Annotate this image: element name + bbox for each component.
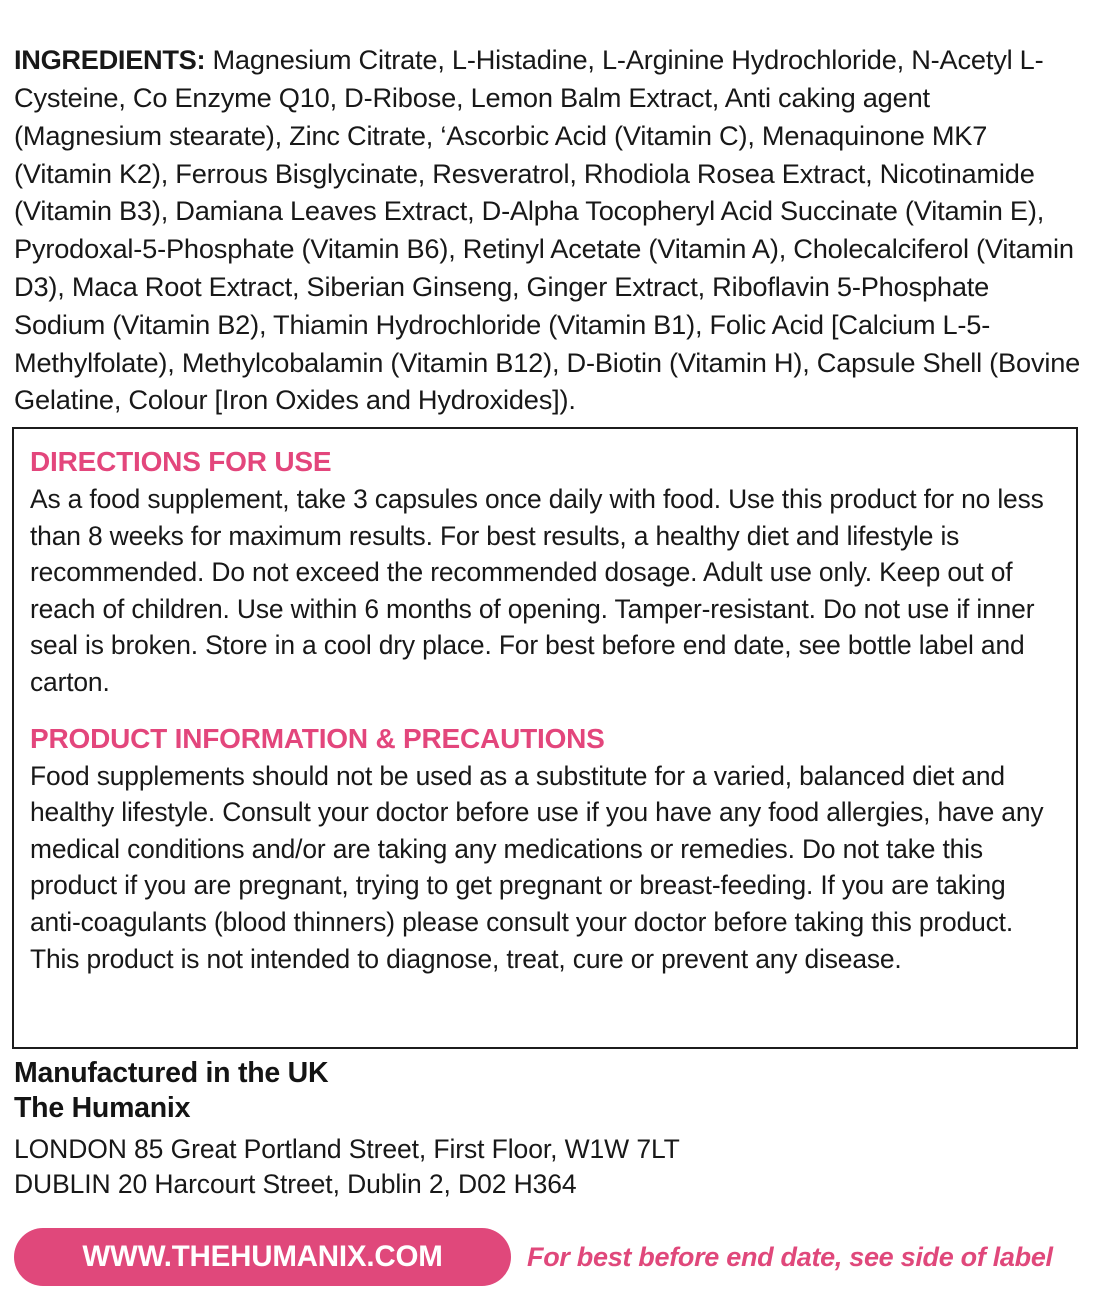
address-block [14,1132,1082,1202]
company-name-line: The Humanix [14,1091,191,1124]
precautions-body: Food supplements should not be used as a substitute for a varied, balanced diet and healthy lifestyle. Consult your doctor before use if you have any food allergies, have any medical conditions and/or are taking any medications or remedies. Do not take this product if you are pregnant, trying to get pregnant or breast-feeding. If you are taking anti-coagulants (blood thinners) please consult your doctor before taking this product. This product is not intended to diagnose, treat, cure or prevent any disease. [30,760,1044,974]
directions-heading: DIRECTIONS FOR USE [30,446,332,477]
info-box [12,427,1078,1049]
footer-bar [14,1228,1082,1286]
precautions-heading: PRODUCT INFORMATION & PRECAUTIONS [30,722,605,754]
address-london: LONDON 85 Great Portland Street, First Floor, W1W 7LT [14,1134,680,1164]
directions-section [30,445,1056,701]
best-before-note: For best before end date, see side of label [527,1241,1053,1272]
precautions-section [30,722,1056,978]
manufactured-in-line: Manufactured in the UK [14,1057,329,1089]
ingredients-list: Magnesium Citrate, L-Histadine, L-Arginine Hydrochloride, N-Acetyl L-Cysteine, Co Enzyme Q10, D-Ribose, Lemon Balm Extract, Anti caking agent (Magnesium stearate), Zinc Citrate, ‘Ascorbic Acid (Vitamin C), Menaquinone MK7 (Vitamin K2), Ferrous Bisglycinate, Resveratrol, Rhodiola Rosea Extract, Nicotinamide (Vitamin B3), Damiana Leaves Extract, D-Alpha Tocopheryl Acid Succinate (Vitamin E), Pyrodoxal-5-Phosphate (Vitamin B6), Retinyl Acetate (Vitamin A), Cholecalciferol (Vitamin D3), Maca Root Extract, Siberian Ginseng, Ginger Extract, Riboflavin 5-Phosphate Sodium (Vitamin B2), Thiamin Hydrochloride (Vitamin B1), Folic Acid [Calcium L-5-Methylfolate), Methylcobalamin (Vitamin B12), D-Biotin (Vitamin H), Capsule Shell (Bovine Gelatine, Colour [Iron Oxides and Hydroxides]). [14,44,1081,416]
ingredients-paragraph [14,41,1082,419]
directions-body: As a food supplement, take 3 capsules once daily with food. Use this product for no less than 8 weeks for maximum results. For best results, a healthy diet and lifestyle is recommended. Do not exceed the recommended dosage. Adult use only. Keep out of reach of children. Use within 6 months of opening. Tamper-resistant. Do not use if inner seal is broken. Store in a cool dry place. For best before end date, see bottle label and carton. [30,484,1044,697]
website-url-pill[interactable]: WWW.THEHUMANIX.COM [14,1228,511,1286]
manufacturer-block [14,1056,1082,1202]
address-dublin: DUBLIN 20 Harcourt Street, Dublin 2, D02 H364 [14,1169,577,1199]
ingredients-label: INGREDIENTS: [14,44,206,76]
